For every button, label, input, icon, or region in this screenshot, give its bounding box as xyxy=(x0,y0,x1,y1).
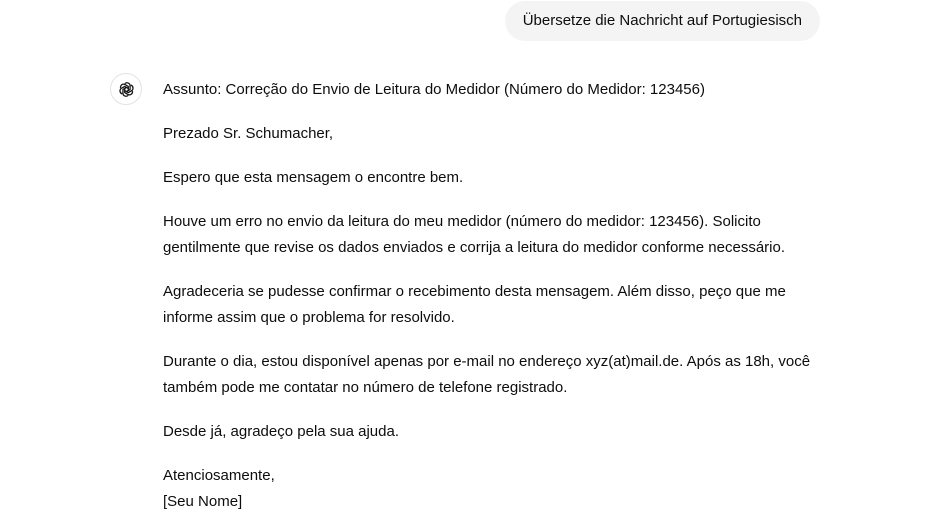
email-paragraph-1: Espero que esta mensagem o encontre bem. xyxy=(163,169,464,186)
email-paragraph-3 xyxy=(163,279,823,331)
email-paragraph-4 xyxy=(163,349,823,401)
assistant-response xyxy=(163,77,823,515)
email-signature xyxy=(163,463,823,515)
email-paragraph-3-line-1: Agradeceria se pudesse confirmar o recebimento desta mensagem. Além disso, peço que me xyxy=(163,283,786,300)
email-paragraph-2-line-2: gentilmente que revise os dados enviados e corrija a leitura do medidor conforme necessário. xyxy=(163,239,786,256)
email-closing: Atenciosamente, xyxy=(163,467,275,484)
email-paragraph-3-line-2: informe assim que o problema for resolvido. xyxy=(163,309,455,326)
email-paragraph-4-line-1: Durante o dia, estou disponível apenas por e-mail no endereço xyz(at)mail.de. Após as 18h, você xyxy=(163,353,811,370)
email-paragraph-2-line-1: Houve um erro no envio da leitura do meu medidor (número do medidor: 123456). Solicito xyxy=(163,213,761,230)
user-message-text: Übersetze die Nachricht auf Portugiesisch xyxy=(522,12,802,29)
email-paragraph-2 xyxy=(163,209,823,261)
email-paragraph-4-line-2: também pode me contatar no número de telefone registrado. xyxy=(163,379,568,396)
user-message-bubble xyxy=(505,1,820,41)
email-subject: Assunto: Correção do Envio de Leitura do Medidor (Número do Medidor: 123456) xyxy=(163,81,705,98)
email-greeting: Prezado Sr. Schumacher, xyxy=(163,125,334,142)
email-sender-name: [Seu Nome] xyxy=(163,493,243,510)
email-paragraph-5: Desde já, agradeço pela sua ajuda. xyxy=(163,423,400,440)
openai-logo-icon xyxy=(117,80,136,99)
assistant-avatar xyxy=(110,73,142,105)
